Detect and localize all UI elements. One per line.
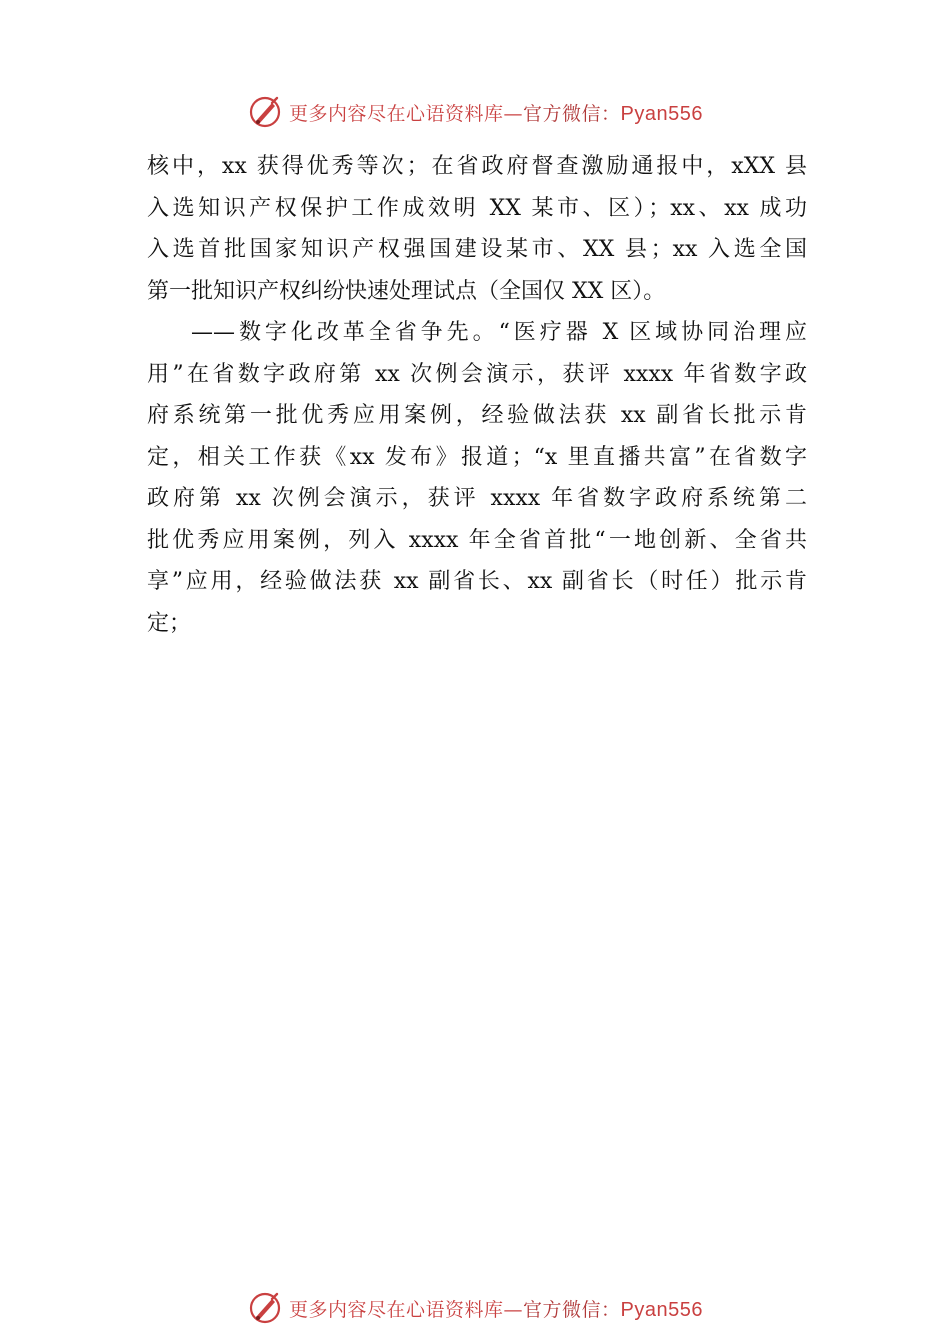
paragraph-line: 政府第 xx 次例会演示，获评 xxxx 年省数字政府系统第二: [147, 486, 807, 511]
paragraph-line: 府系统第一批优秀应用案例，经验做法获 xx 副省长批示肯: [147, 403, 807, 428]
footer-wechat-id: Pyan556: [620, 1298, 703, 1321]
paragraph-2: [147, 312, 807, 644]
pen-logo-icon: [247, 1290, 283, 1326]
footer-wechat-label: 官方微信：: [523, 1298, 621, 1321]
footer-banner-text: [289, 1295, 703, 1322]
paragraph-line: 入选知识产权保护工作成效明 XX 某市、区）；xx、xx 成功: [147, 195, 807, 221]
footer-brand: 更多内容尽在心语资料库: [289, 1298, 504, 1321]
document-body: [147, 146, 807, 644]
paragraph-line: 享”应用，经验做法获 xx 副省长、xx 副省长（时任）批示肯: [147, 569, 807, 594]
header-banner-text: [289, 99, 703, 126]
paragraph-line: 第一批知识产权纠纷快速处理试点（全国仅 XX 区）。: [147, 278, 666, 304]
paragraph-line: 定，相关工作获《xx 发布》报道；“x 里直播共富”在省数字: [147, 444, 807, 470]
footer-banner: [0, 1290, 950, 1326]
footer-separator: —: [503, 1298, 524, 1321]
paragraph-line: 定；: [147, 610, 192, 636]
paragraph-line: ——数字化改革全省争先。“医疗器 X 区域协同治理应: [191, 320, 807, 345]
header-separator: —: [503, 102, 524, 125]
paragraph-line: 批优秀应用案例，列入 xxxx 年全省首批“一地创新、全省共: [147, 527, 807, 553]
pen-logo-icon: [247, 94, 283, 130]
header-brand: 更多内容尽在心语资料库: [289, 102, 504, 125]
paragraph-line: 入选首批国家知识产权强国建设某市、XX 县；xx 入选全国: [147, 237, 807, 262]
paragraph-line: 用”在省数字政府第 xx 次例会演示，获评 xxxx 年省数字政: [147, 361, 807, 387]
header-banner: [0, 94, 950, 130]
header-wechat-label: 官方微信：: [523, 102, 621, 125]
paragraph-line: 核中，xx 获得优秀等次；在省政府督查激励通报中，xXX 县: [147, 154, 807, 179]
header-wechat-id: Pyan556: [620, 102, 703, 125]
paragraph-1: [147, 146, 807, 312]
